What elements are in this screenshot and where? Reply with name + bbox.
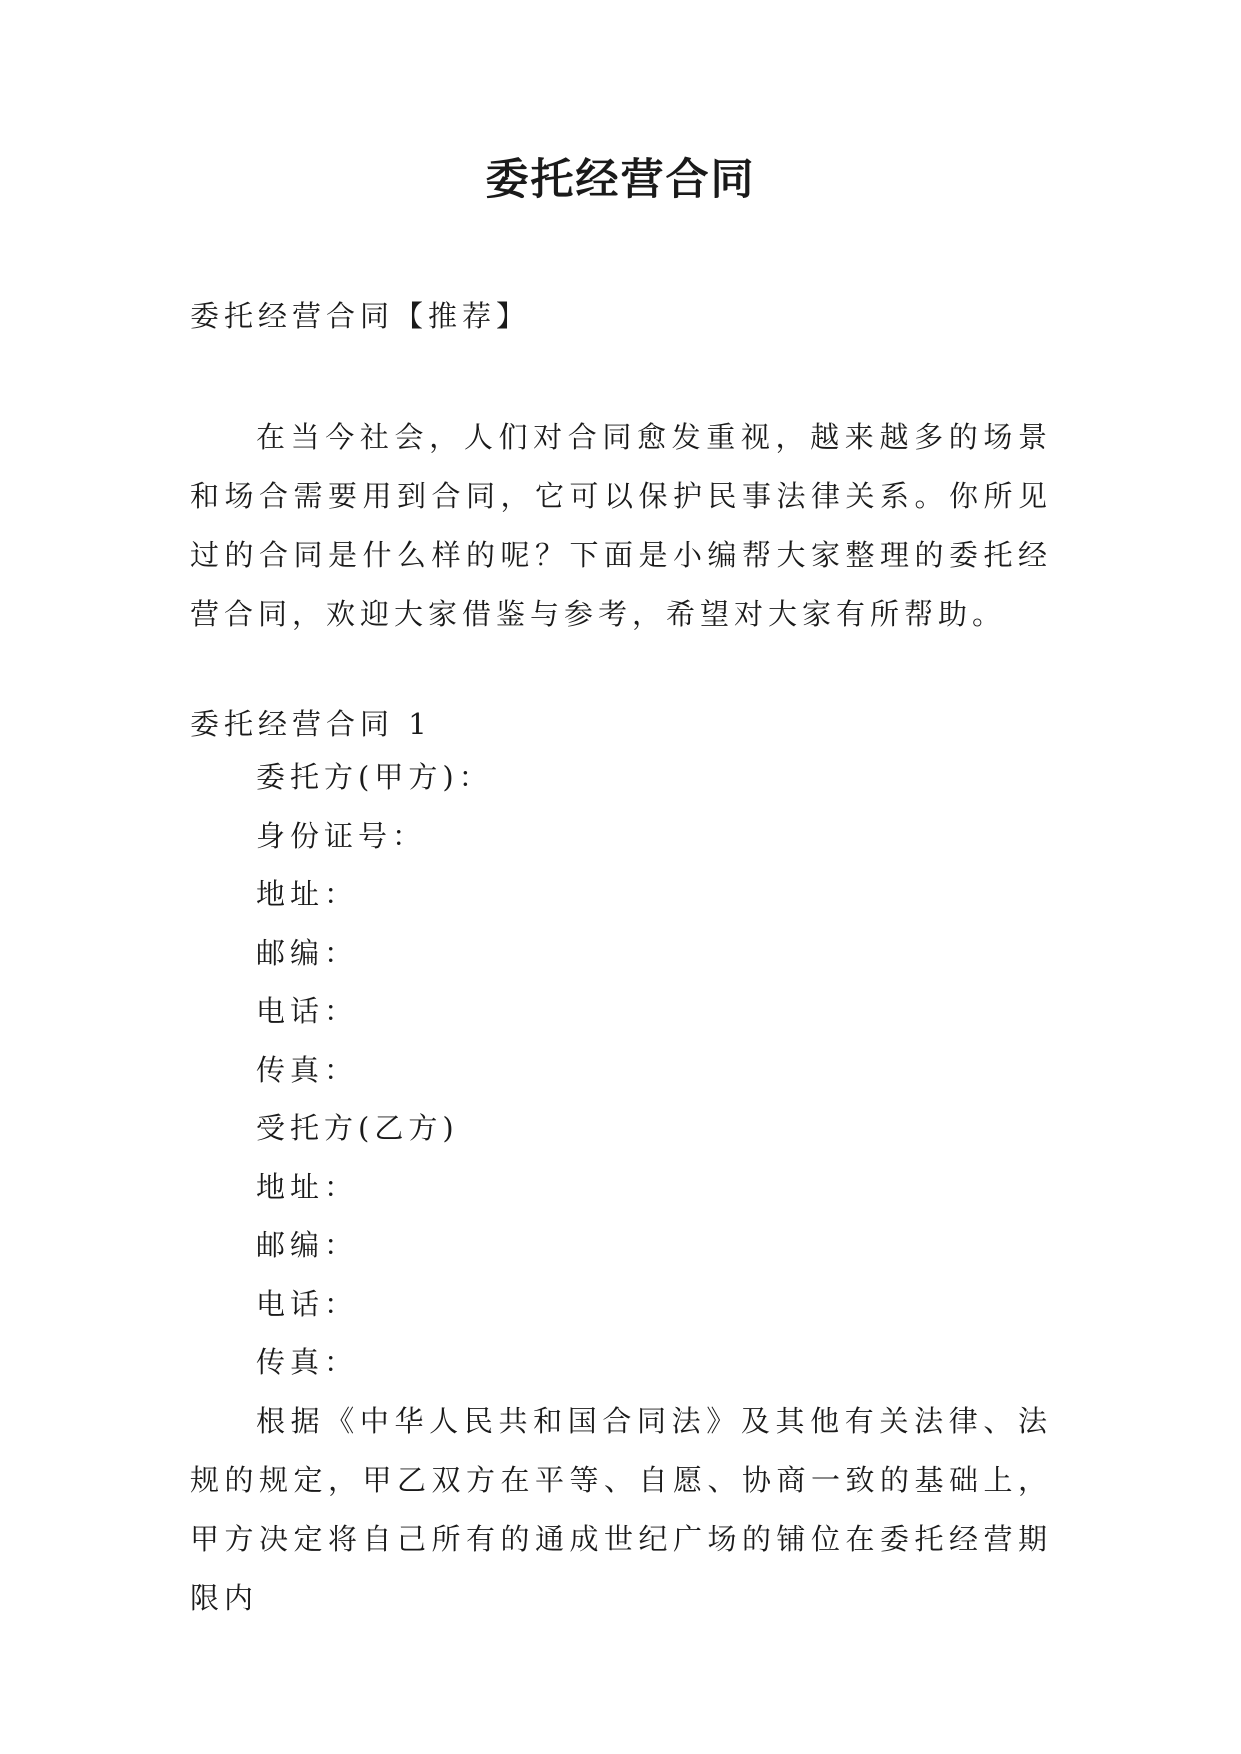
field-party-b-fax: 传真： <box>256 1345 359 1379</box>
field-party-a-address: 地址： <box>256 877 359 911</box>
field-party-b-phone: 电话： <box>256 1286 359 1321</box>
intro-paragraph: 在当今社会，人们对合同愈发重视，越来越多的场景和场合需要用到合同，它可以保护民事法律关系。你所见过的合同是什么样的呢？下面是小编帮大家整理的委托经营合同，欢迎大家借鉴与参考，希望对大家有所帮助。 <box>190 420 1052 631</box>
field-party-b: 受托方(乙方) <box>256 1111 459 1145</box>
section-heading: 委托经营合同 1 <box>190 707 432 741</box>
party-fields-list <box>256 755 493 1399</box>
clause-paragraph: 根据《中华人民共和国合同法》及其他有关法律、法规的规定，甲乙双方在平等、自愿、协商一致的基础上，甲方决定将自己所有的通成世纪广场的铺位在委托经营期限内 <box>190 1404 1052 1615</box>
field-party-a-fax: 传真： <box>256 1052 359 1087</box>
document-title: 委托经营合同 <box>485 155 756 205</box>
field-id-number: 身份证号： <box>256 818 427 853</box>
document-subtitle: 委托经营合同【推荐】 <box>190 299 531 333</box>
field-party-b-address: 地址： <box>256 1169 359 1204</box>
field-party-a-phone: 电话： <box>256 994 359 1028</box>
field-party-a: 委托方(甲方)： <box>256 760 493 794</box>
field-party-b-postcode: 邮编： <box>256 1228 359 1262</box>
field-party-a-postcode: 邮编： <box>256 935 359 970</box>
